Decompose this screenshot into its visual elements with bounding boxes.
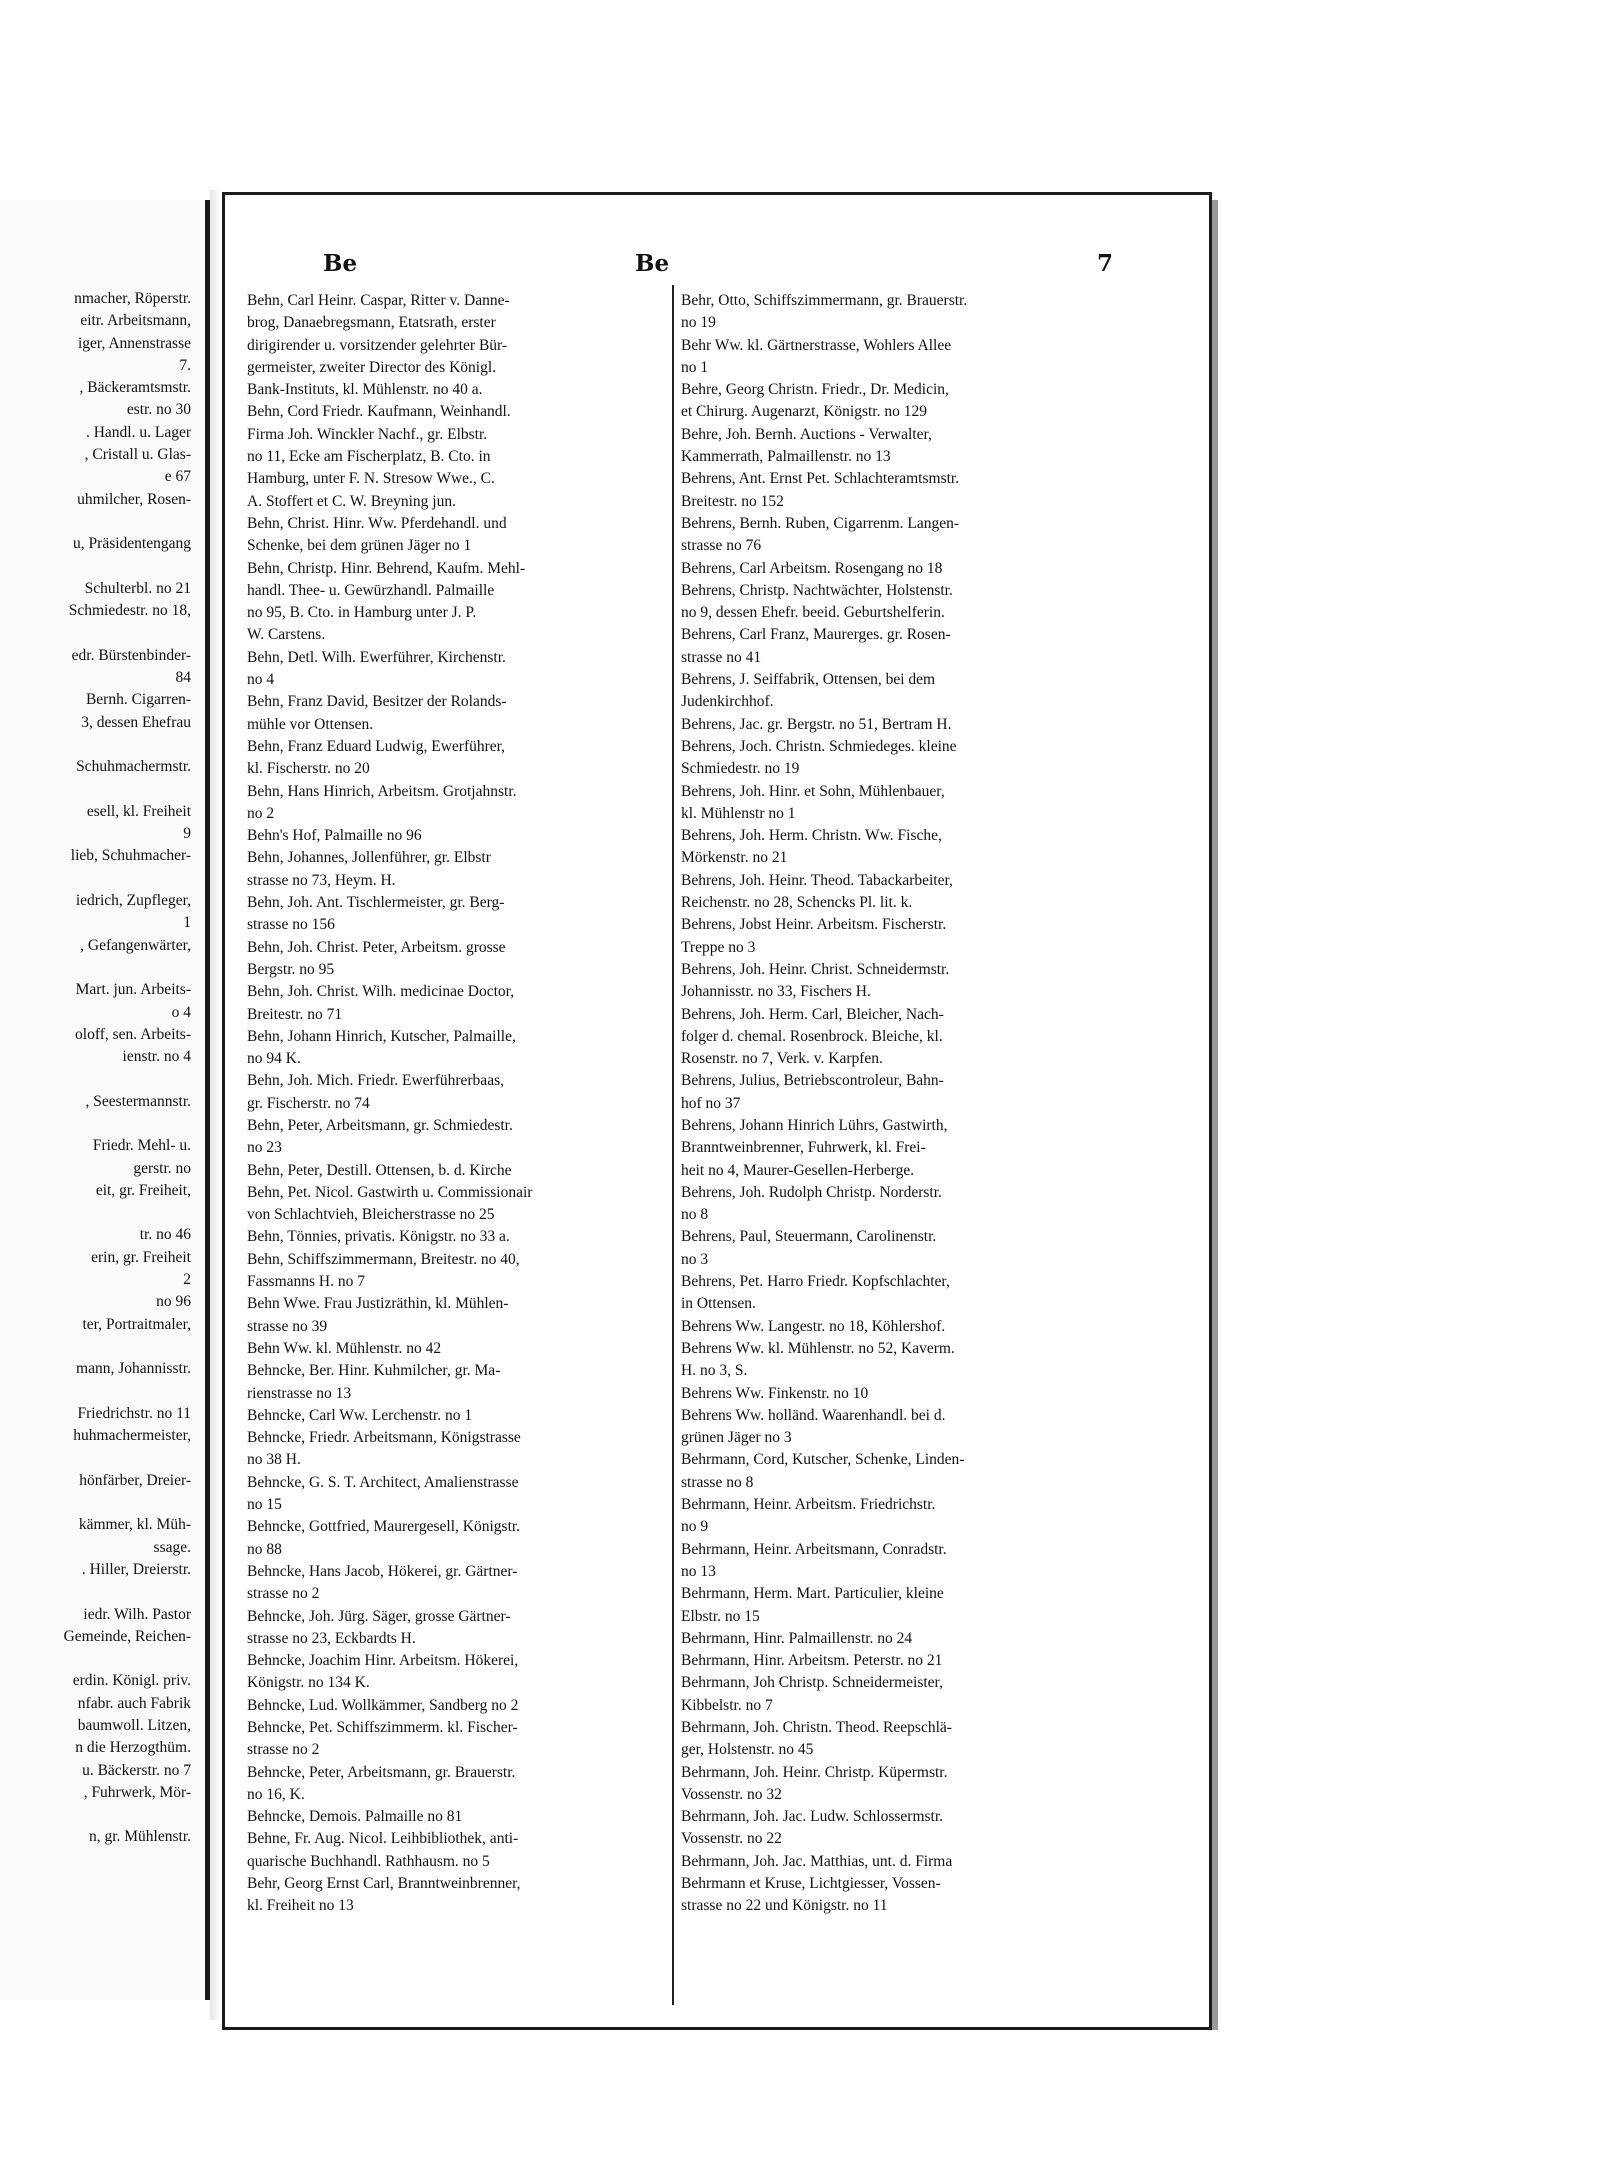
directory-entry-line: Behrens, J. Seiffabrik, Ottensen, bei dem (681, 671, 936, 689)
directory-entry-line: Behrmann, Heinr. Arbeitsmann, Conradstr. (681, 1540, 947, 1558)
directory-entry-line: kämmer, kl. Müh- (78, 1516, 191, 1534)
directory-entry-line: Behr, Otto, Schiffszimmermann, gr. Brauerstr. (681, 292, 968, 309)
directory-entry-line: 1 (183, 914, 191, 932)
directory-entry-line: no 1 (681, 358, 709, 376)
directory-entry-line: Behn Wwe. Frau Justizräthin, kl. Mühlen- (247, 1295, 509, 1313)
directory-entry-line: brog, Danaebregsmann, Etatsrath, erster (247, 314, 496, 332)
directory-entry-line: Behn, Joh. Ant. Tischlermeister, gr. Berg- (247, 894, 505, 912)
directory-entry-line: no 9, dessen Ehefr. beeid. Geburtshelferin. (681, 604, 945, 622)
directory-entry-line: Behn Ww. kl. Mühlenstr. no 42 (247, 1339, 442, 1357)
directory-entry-line: Bergstr. no 95 (247, 960, 335, 978)
directory-entry-line: Behrens, Bernh. Ruben, Cigarrenm. Langen- (681, 514, 960, 532)
directory-entry-line (0, 734, 191, 756)
directory-entry-line: Behrens, Jobst Heinr. Arbeitsm. Fischerstr. (681, 916, 947, 934)
directory-entry-line: in Ottensen. (681, 1295, 756, 1313)
directory-entry-line: ssage. (153, 1538, 191, 1556)
directory-entry-line: W. Carstens. (247, 626, 326, 644)
directory-entry-line: erin, gr. Freiheit (91, 1248, 191, 1266)
directory-entry-line (0, 1581, 191, 1603)
directory-entry-line: Schuhmachermstr. (76, 758, 191, 776)
directory-entry-line: Behn, Christ. Hinr. Ww. Pferdehandl. und (247, 514, 507, 532)
directory-entry-line: Behncke, Friedr. Arbeitsmann, Königstrasse (247, 1429, 521, 1447)
directory-entry-line: strasse no 2 (247, 1741, 320, 1759)
directory-entry-line: Behrens, Pet. Harro Friedr. Kopfschlachter, (681, 1273, 950, 1291)
directory-entry-line: Behrens, Joh. Heinr. Christ. Schneidermstr. (681, 960, 950, 978)
directory-entry-line: Reichenstr. no 28, Schencks Pl. lit. k. (681, 894, 913, 912)
directory-entry-line: edr. Bürstenbinder- (71, 646, 191, 664)
directory-entry-line: oloff, sen. Arbeits- (75, 1025, 191, 1043)
directory-entry-line: Behn, Hans Hinrich, Arbeitsm. Grotjahnstr. (247, 782, 517, 800)
directory-entry-line: Behrens, Johann Hinrich Lührs, Gastwirth, (681, 1116, 948, 1134)
directory-entry-line: ger, Holstenstr. no 45 (681, 1741, 814, 1759)
directory-entry-line (0, 1849, 191, 1871)
directory-entry-line: eitr. Arbeitsmann, (80, 312, 191, 330)
directory-entry-line: A. Stoffert et C. W. Breyning jun. (247, 492, 456, 510)
directory-entry-line: no 96 (156, 1293, 191, 1311)
directory-entry-line: dirigirender u. vorsitzender gelehrter Bür- (247, 336, 508, 354)
directory-entry-line (0, 1202, 191, 1224)
directory-entry-line: . Handl. u. Lager (85, 423, 191, 441)
column-header-left: Be (323, 250, 358, 277)
left-page-text-column (0, 288, 205, 1871)
directory-entry-line: Behrens, Paul, Steuermann, Carolinenstr. (681, 1228, 937, 1246)
directory-entry-line: no 3 (681, 1250, 709, 1268)
directory-entry-line: , Seestermannstr. (85, 1092, 191, 1110)
directory-entry-line: Behn, Peter, Arbeitsmann, gr. Schmiedestr. (247, 1116, 513, 1134)
directory-entry-line: Judenkirchhof. (681, 693, 774, 711)
directory-entry-line: Breitestr. no 152 (681, 492, 784, 510)
directory-entry-line: Behncke, G. S. T. Architect, Amalienstrasse (247, 1473, 519, 1491)
directory-entry-line: no 16, K. (247, 1785, 305, 1803)
directory-entry-line: heit no 4, Maurer-Gesellen-Herberge. (681, 1161, 915, 1179)
directory-entry-line (0, 1804, 191, 1826)
directory-entry-line: Behn, Joh. Christ. Peter, Arbeitsm. grosse (247, 938, 506, 956)
directory-entry-line: no 2 (247, 804, 275, 822)
directory-entry-line: Behncke, Peter, Arbeitsmann, gr. Brauerstr. (247, 1763, 516, 1781)
directory-entry-line: uhmilcher, Rosen- (77, 490, 191, 508)
directory-entry-line: Behn, Detl. Wilh. Ewerführer, Kirchenstr. (247, 648, 506, 666)
directory-entry-line: Behncke, Ber. Hinr. Kuhmilcher, gr. Ma- (247, 1362, 501, 1380)
directory-entry-line: strasse no 156 (247, 916, 335, 934)
directory-entry-line (0, 1381, 191, 1403)
directory-entry-line: H. no 3, S. (681, 1362, 748, 1380)
directory-entry-line: 7. (179, 356, 191, 374)
directory-entry-line: Behrens, Carl Franz, Maurerges. gr. Rosen- (681, 626, 951, 644)
directory-entry-line: Behrens Ww. Finkenstr. no 10 (681, 1384, 869, 1402)
directory-entry-line: Behr Ww. kl. Gärtnerstrasse, Wohlers Allee (681, 336, 952, 354)
directory-entry-line: Behn's Hof, Palmaille no 96 (247, 827, 422, 845)
directory-entry-line: Behn, Johann Hinrich, Kutscher, Palmaille, (247, 1027, 516, 1045)
directory-entry-line: Behn, Carl Heinr. Caspar, Ritter v. Danne- (247, 292, 510, 309)
directory-entry-line (0, 556, 191, 578)
directory-entry-line: n, gr. Mühlenstr. (88, 1828, 191, 1846)
directory-entry-line: kl. Freiheit no 13 (247, 1897, 354, 1915)
book-gutter (210, 190, 222, 2020)
directory-entry-line (0, 868, 191, 890)
directory-entry-line: strasse no 23, Eckbardts H. (247, 1629, 416, 1647)
directory-entry-line: e 67 (164, 468, 191, 486)
left-page-fragment (0, 200, 210, 2000)
directory-entry-line: Behrens Ww. kl. Mühlenstr. no 52, Kaverm. (681, 1339, 955, 1357)
directory-entry-line: Behrmann, Heinr. Arbeitsm. Friedrichstr. (681, 1496, 936, 1514)
directory-entry-line: Behre, Georg Christn. Friedr., Dr. Medicin, (681, 381, 949, 399)
directory-entry-line: Gemeinde, Reichen- (63, 1627, 191, 1645)
page-edge (1212, 200, 1218, 2030)
directory-entry-line: grünen Jäger no 3 (681, 1429, 792, 1447)
directory-entry-line: Fassmanns H. no 7 (247, 1273, 365, 1291)
directory-entry-line: hönfärber, Dreier- (79, 1471, 191, 1489)
directory-entry-line: Behn, Peter, Destill. Ottensen, b. d. Kirche (247, 1161, 512, 1179)
directory-entry-line: Schmiedestr. no 18, (68, 602, 191, 620)
directory-entry-line: Behncke, Gottfried, Maurergesell, Königstr. (247, 1518, 521, 1536)
directory-entry-line: Schenke, bei dem grünen Jäger no 1 (247, 537, 472, 555)
directory-entry-line: Behrens, Joh. Hinr. et Sohn, Mühlenbauer, (681, 782, 945, 800)
directory-entry-line: Behrens, Joch. Christn. Schmiedeges. kleine (681, 737, 957, 755)
directory-entry-line: iedr. Wilh. Pastor (83, 1605, 191, 1623)
directory-entry-line: n die Herzogthüm. (75, 1739, 191, 1757)
directory-entry-line: 2 (183, 1271, 191, 1289)
directory-entry-line: no 23 (247, 1139, 282, 1157)
directory-entry-line: rienstrasse no 13 (247, 1384, 352, 1402)
directory-entry-line: Behrmann, Herm. Mart. Particulier, kleine (681, 1585, 944, 1603)
directory-entry-line: Behrens, Joh. Herm. Carl, Bleicher, Nach- (681, 1005, 944, 1023)
directory-entry-line: strasse no 8 (681, 1473, 754, 1491)
directory-entry-line: gerstr. no (133, 1159, 191, 1177)
directory-entry-line: Johannisstr. no 33, Fischers H. (681, 983, 871, 1001)
directory-entry-line: 3, dessen Ehefrau (81, 713, 191, 731)
directory-entry-line: o 4 (171, 1003, 191, 1021)
directory-entry-line: no 8 (681, 1206, 709, 1224)
directory-entry-line: no 13 (681, 1562, 716, 1580)
directory-entry-line: esell, kl. Freiheit (86, 802, 191, 820)
directory-entry-line: 9 (183, 825, 191, 843)
directory-entry-line (0, 1113, 191, 1135)
directory-entry-line: , Bäckeramtsmstr. (79, 379, 191, 397)
directory-entry-line: no 9 (681, 1518, 709, 1536)
directory-entry-line: Behre, Joh. Bernh. Auctions - Verwalter, (681, 425, 932, 443)
directory-entry-line: Branntweinbrenner, Fuhrwerk, kl. Frei- (681, 1139, 926, 1157)
directory-entry-line: Behn, Johannes, Jollenführer, gr. Elbstr (247, 849, 491, 867)
directory-entry-line: no 19 (681, 314, 716, 332)
directory-entry-line: Elbstr. no 15 (681, 1607, 760, 1625)
directory-entry-line: u, Präsidentengang (73, 535, 191, 553)
directory-entry-line: no 15 (247, 1496, 282, 1514)
directory-entry-line: Behrens, Jac. gr. Bergstr. no 51, Bertram H. (681, 715, 952, 733)
entries-column-left (247, 290, 667, 1918)
directory-entry-line: Bernh. Cigarren- (85, 691, 191, 709)
directory-entry-line: Behrmann, Hinr. Palmaillenstr. no 24 (681, 1629, 913, 1647)
column-header-right: Be (635, 250, 670, 277)
directory-entry-line: Königstr. no 134 K. (247, 1674, 370, 1692)
directory-entry-line: no 4 (247, 671, 275, 689)
directory-entry-line: Kibbelstr. no 7 (681, 1696, 773, 1714)
directory-entry-line: ienstr. no 4 (122, 1048, 191, 1066)
directory-entry-line: Behrens, Ant. Ernst Pet. Schlachteramtsmstr. (681, 470, 960, 488)
directory-entry-line: Breitestr. no 71 (247, 1005, 343, 1023)
directory-entry-line: folger d. chemal. Rosenbrock. Bleiche, kl. (681, 1027, 943, 1045)
directory-entry-line: tr. no 46 (139, 1226, 191, 1244)
directory-entry-line: Behrmann, Joh. Jac. Ludw. Schlossermstr. (681, 1808, 944, 1826)
directory-entry-line: hof no 37 (681, 1094, 741, 1112)
directory-entry-line: Behncke, Carl Ww. Lerchenstr. no 1 (247, 1406, 473, 1424)
directory-entry-line: iedrich, Zupfleger, (75, 892, 191, 910)
directory-entry-line: nmacher, Röperstr. (74, 290, 191, 307)
directory-entry-line: Behr, Georg Ernst Carl, Branntweinbrenner, (247, 1875, 521, 1893)
directory-entry-line: no 95, B. Cto. in Hamburg unter J. P. (247, 604, 477, 622)
directory-entry-line: Behrmann, Joh. Heinr. Christp. Küpermstr. (681, 1763, 948, 1781)
directory-page (222, 192, 1212, 2030)
directory-entry-line: , Gefangenwärter, (80, 936, 191, 954)
directory-entry-line: von Schlachtvieh, Bleicherstrasse no 25 (247, 1206, 495, 1224)
directory-entry-line (0, 779, 191, 801)
directory-entry-line: Schmiedestr. no 19 (681, 760, 800, 778)
directory-entry-line: huhmachermeister, (73, 1427, 191, 1445)
directory-entry-line (0, 1447, 191, 1469)
directory-entry-line: Behrmann, Hinr. Arbeitsm. Peterstr. no 21 (681, 1652, 943, 1670)
directory-entry-line: Behncke, Hans Jacob, Hökerei, gr. Gärtner- (247, 1562, 518, 1580)
directory-entry-line: no 11, Ecke am Fischerplatz, B. Cto. in (247, 448, 491, 466)
directory-entry-line: Behrmann, Joh Christp. Schneidermeister, (681, 1674, 943, 1692)
directory-entry-line: Behn, Franz Eduard Ludwig, Ewerführer, (247, 737, 506, 755)
directory-entry-line (0, 957, 191, 979)
directory-entry-line: Behn, Joh. Christ. Wilh. medicinae Doctor, (247, 983, 515, 1001)
directory-entry-line (0, 622, 191, 644)
directory-entry-line: no 38 H. (247, 1451, 301, 1469)
directory-entry-line: et Chirurg. Augenarzt, Königstr. no 129 (681, 403, 927, 421)
directory-entry-line: Behn, Joh. Mich. Friedr. Ewerführerbaas, (247, 1072, 504, 1090)
column-divider (672, 285, 674, 2005)
directory-entry-line: estr. no 30 (126, 401, 191, 419)
directory-entry-line: Behrmann, Cord, Kutscher, Schenke, Linden- (681, 1451, 965, 1469)
directory-entry-line (0, 1336, 191, 1358)
directory-entry-line: Behn, Schiffszimmermann, Breitestr. no 40, (247, 1250, 520, 1268)
directory-entry-line: iger, Annenstrasse (77, 334, 191, 352)
directory-entry-line: Schulterbl. no 21 (84, 579, 191, 597)
directory-entry-line: Behn, Christp. Hinr. Behrend, Kaufm. Mehl- (247, 559, 526, 577)
directory-entry-line: Behncke, Demois. Palmaille no 81 (247, 1808, 463, 1826)
entries-column-right (681, 290, 1101, 1918)
directory-entry-line: Vossenstr. no 32 (681, 1785, 782, 1803)
directory-entry-line: mann, Johannisstr. (76, 1360, 191, 1378)
directory-entry-line: Behncke, Lud. Wollkämmer, Sandberg no 2 (247, 1696, 519, 1714)
directory-entry-line: Mart. jun. Arbeits- (75, 981, 191, 999)
directory-entry-line: Behrens, Joh. Heinr. Theod. Tabackarbeiter, (681, 871, 953, 889)
directory-entry-line: Behrens Ww. holländ. Waarenhandl. bei d. (681, 1406, 946, 1424)
directory-entry-line: Behne, Fr. Aug. Nicol. Leihbibliothek, anti- (247, 1830, 519, 1848)
directory-entry-line: kl. Mühlenstr no 1 (681, 804, 796, 822)
directory-entry-line: strasse no 2 (247, 1585, 320, 1603)
directory-entry-line: handl. Thee- u. Gewürzhandl. Palmaille (247, 581, 495, 599)
directory-entry-line: lieb, Schuhmacher- (70, 847, 191, 865)
directory-entry-line: Firma Joh. Winckler Nachf., gr. Elbstr. (247, 425, 488, 443)
directory-entry-line: Behrens, Joh. Rudolph Christp. Norderstr. (681, 1183, 942, 1201)
directory-entry-line (0, 1492, 191, 1514)
directory-entry-line: Behrens, Julius, Betriebscontroleur, Bahn- (681, 1072, 944, 1090)
directory-entry-line: Vossenstr. no 22 (681, 1830, 782, 1848)
directory-entry-line: eit, gr. Freiheit, (95, 1181, 191, 1199)
directory-entry-line: Behrmann, Joh. Jac. Matthias, unt. d. Firma (681, 1852, 953, 1870)
directory-entry-line: strasse no 39 (247, 1317, 328, 1335)
directory-entry-line: gr. Fischerstr. no 74 (247, 1094, 370, 1112)
directory-entry-line: Behncke, Joachim Hinr. Arbeitsm. Hökerei, (247, 1652, 519, 1670)
directory-entry-line: Rosenstr. no 7, Verk. v. Karpfen. (681, 1050, 883, 1068)
directory-entry-line: u. Bäckerstr. no 7 (82, 1761, 191, 1779)
directory-entry-line: ter, Portraitmaler, (82, 1315, 191, 1333)
directory-entry-line (0, 511, 191, 533)
directory-entry-line: mühle vor Ottensen. (247, 715, 374, 733)
page-number: 7 (1097, 250, 1114, 277)
directory-entry-line: Behrens, Joh. Herm. Christn. Ww. Fische, (681, 827, 942, 845)
directory-entry-line: Behrmann, Joh. Christn. Theod. Reepschlä- (681, 1719, 952, 1736)
directory-entry-line: . Hiller, Dreierstr. (81, 1560, 191, 1578)
directory-entry-line: kl. Fischerstr. no 20 (247, 760, 370, 778)
directory-entry-line: Hamburg, unter F. N. Stresow Wwe., C. (247, 470, 495, 488)
directory-entry-line: Behrens, Carl Arbeitsm. Rosengang no 18 (681, 559, 943, 577)
directory-entry-line: strasse no 41 (681, 648, 762, 666)
directory-entry-line: Behncke, Joh. Jürg. Säger, grosse Gärtner- (247, 1607, 511, 1625)
directory-entry-line: Behrens, Christp. Nachtwächter, Holstenstr. (681, 581, 953, 599)
directory-entry-line: germeister, zweiter Director des Königl. (247, 358, 497, 376)
directory-entry-line (0, 1068, 191, 1090)
directory-entry-line: erdin. Königl. priv. (72, 1672, 191, 1690)
directory-entry-line: nfabr. auch Fabrik (77, 1694, 191, 1712)
directory-entry-line: Behn, Tönnies, privatis. Königstr. no 33 a. (247, 1228, 510, 1246)
directory-entry-line: strasse no 22 und Königstr. no 11 (681, 1897, 888, 1915)
directory-entry-line: quarische Buchhandl. Rathhausm. no 5 (247, 1852, 490, 1870)
directory-entry-line: Bank-Instituts, kl. Mühlenstr. no 40 a. (247, 381, 483, 399)
directory-entry-line: Friedr. Mehl- u. (92, 1137, 191, 1155)
directory-entry-line: Kammerrath, Palmaillenstr. no 13 (681, 448, 891, 466)
directory-entry-line: , Fuhrwerk, Mör- (83, 1783, 191, 1801)
directory-entry-line: , Cristall u. Glas- (84, 446, 191, 464)
directory-entry-line: strasse no 76 (681, 537, 762, 555)
directory-entry-line: Behrens Ww. Langestr. no 18, Köhlershof. (681, 1317, 946, 1335)
directory-entry-line: Behrmann et Kruse, Lichtgiesser, Vossen- (681, 1875, 941, 1893)
directory-entry-line: 84 (175, 669, 191, 687)
directory-entry-line: baumwoll. Litzen, (77, 1717, 191, 1734)
directory-entry-line: Behn, Cord Friedr. Kaufmann, Weinhandl. (247, 403, 511, 421)
directory-entry-line: no 94 K. (247, 1050, 301, 1068)
directory-entry-line: Behncke, Pet. Schiffszimmerm. kl. Fischer- (247, 1719, 518, 1736)
directory-entry-line: Behn, Franz David, Besitzer der Rolands- (247, 693, 507, 711)
directory-entry-line: Treppe no 3 (681, 938, 756, 956)
directory-entry-line: Mörkenstr. no 21 (681, 849, 788, 867)
directory-entry-line (0, 1648, 191, 1670)
directory-entry-line: no 88 (247, 1540, 282, 1558)
directory-entry-line: Behn, Pet. Nicol. Gastwirth u. Commissionair (247, 1183, 533, 1201)
directory-entry-line: strasse no 73, Heym. H. (247, 871, 396, 889)
directory-entry-line: Friedrichstr. no 11 (77, 1404, 191, 1422)
